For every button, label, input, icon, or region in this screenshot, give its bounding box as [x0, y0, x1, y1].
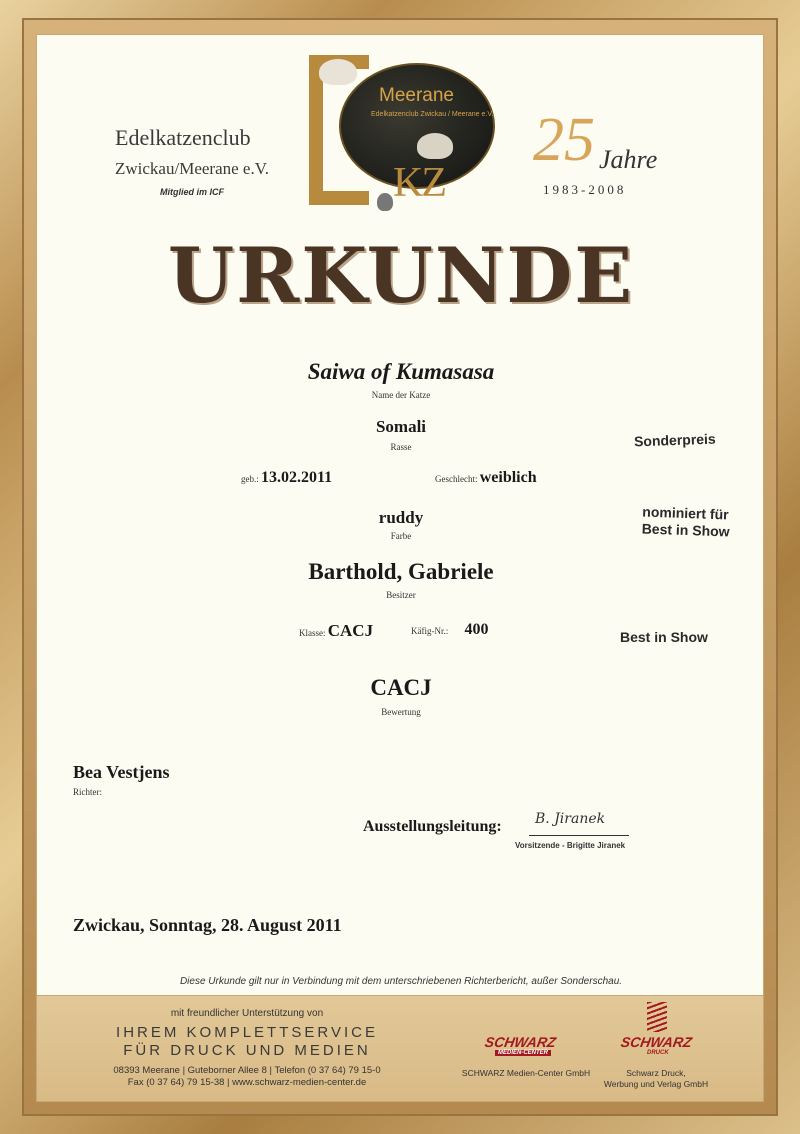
judge-name: Bea Vestjens — [73, 762, 170, 782]
cage-label: Käfig-Nr.: — [411, 626, 449, 636]
brand-druck-caption — [597, 1068, 715, 1090]
brand-druck-caption-1: Schwarz Druck, — [626, 1068, 686, 1078]
anniversary-years: 1983-2008 — [543, 182, 627, 197]
cat-icon — [417, 133, 453, 159]
sponsor-address-1: 08393 Meerane | Guteborner Allee 8 | Telefon (0 37 64) 79 15-0 — [113, 1065, 381, 1076]
signature-line — [529, 835, 629, 836]
class-row — [299, 621, 373, 641]
chair-name: Vorsitzende - Brigitte Jiranek — [515, 841, 626, 850]
logo-kz: KZ — [393, 160, 445, 206]
judge-caption: Richter: — [73, 787, 102, 797]
class-label: Klasse: — [299, 628, 326, 638]
sex-row — [435, 469, 537, 487]
owner-caption: Besitzer — [386, 590, 416, 600]
sponsor-slogan-1: IHREM KOMPLETTSERVICE — [116, 1024, 378, 1041]
breed: Somali — [375, 417, 427, 436]
brand-medien-center-logo: SCHWARZ — [483, 1034, 558, 1050]
brand-medien-center-sub: MEDIEN-CENTER — [495, 1050, 551, 1056]
certificate-title: URKUNDE — [167, 231, 635, 320]
cage-value: 400 — [464, 621, 489, 638]
brand-medien-center-caption: SCHWARZ Medien-Center GmbH — [461, 1068, 591, 1078]
rating-value: CACJ — [370, 675, 432, 700]
exhibition-label: Ausstellungsleitung: — [363, 818, 502, 835]
stamp-nominated — [641, 503, 730, 540]
sponsor-footer — [37, 995, 764, 1102]
club-name: Edelkatzenclub — [115, 125, 251, 150]
club-logo — [299, 55, 499, 211]
club-location: Zwickau/Meerane e.V. — [115, 159, 270, 178]
sex-value: weiblich — [479, 469, 537, 486]
owner-name: Barthold, Gabriele — [308, 559, 494, 584]
brand-druck-stripes-icon — [647, 1002, 667, 1032]
logo-meerane: Meerane — [379, 85, 454, 106]
sponsor-slogan-2: FÜR DRUCK UND MEDIEN — [123, 1042, 371, 1059]
stamp-special-prize: Sonderpreis — [633, 430, 716, 450]
stamp-nominated-line1: nominiert für — [642, 503, 729, 523]
class-value: CACJ — [327, 621, 374, 640]
brand-druck-logo: SCHWARZ — [619, 1034, 694, 1050]
logo-subtitle: Edelkatzenclub Zwickau / Meerane e.V. — [371, 111, 494, 118]
stamp-nominated-line2: Best in Show — [641, 520, 730, 540]
cage-row — [411, 621, 489, 639]
born-row — [241, 469, 332, 487]
stamp-best-in-show: Best in Show — [620, 629, 708, 645]
coat-color-caption: Farbe — [390, 531, 412, 541]
brand-druck-caption-2: Werbung und Verlag GmbH — [603, 1079, 709, 1089]
cat-name-caption: Name der Katze — [371, 390, 431, 400]
anniversary-number: 25 — [533, 106, 595, 174]
club-membership: Mitglied im ICF — [160, 187, 224, 197]
born-label: geb.: — [241, 474, 259, 484]
sex-label: Geschlecht: — [435, 474, 478, 484]
born-date: 13.02.2011 — [261, 469, 333, 486]
sponsor-support: mit freundlicher Unterstützung von — [170, 1008, 324, 1019]
anniversary-word: Jahre — [599, 145, 658, 174]
brand-druck-sub: DRUCK — [647, 1050, 669, 1056]
cat-icon — [377, 193, 393, 211]
sponsor-address-2: Fax (0 37 64) 79 15-38 | www.schwarz-medien-center.de — [127, 1077, 367, 1088]
cat-name: Saiwa of Kumasasa — [307, 359, 495, 384]
signature: B. Jiranek — [535, 811, 606, 827]
certificate-paper — [36, 34, 764, 1102]
rating-caption: Bewertung — [381, 707, 421, 717]
coat-color: ruddy — [378, 508, 424, 527]
validity-notice: Diese Urkunde gilt nur in Verbindung mit dem unterschriebenen Richterbericht, außer Sonderschau. — [179, 976, 623, 987]
breed-caption: Rasse — [390, 442, 412, 452]
cat-icon — [319, 59, 357, 85]
place-date: Zwickau, Sonntag, 28. August 2011 — [73, 915, 342, 935]
